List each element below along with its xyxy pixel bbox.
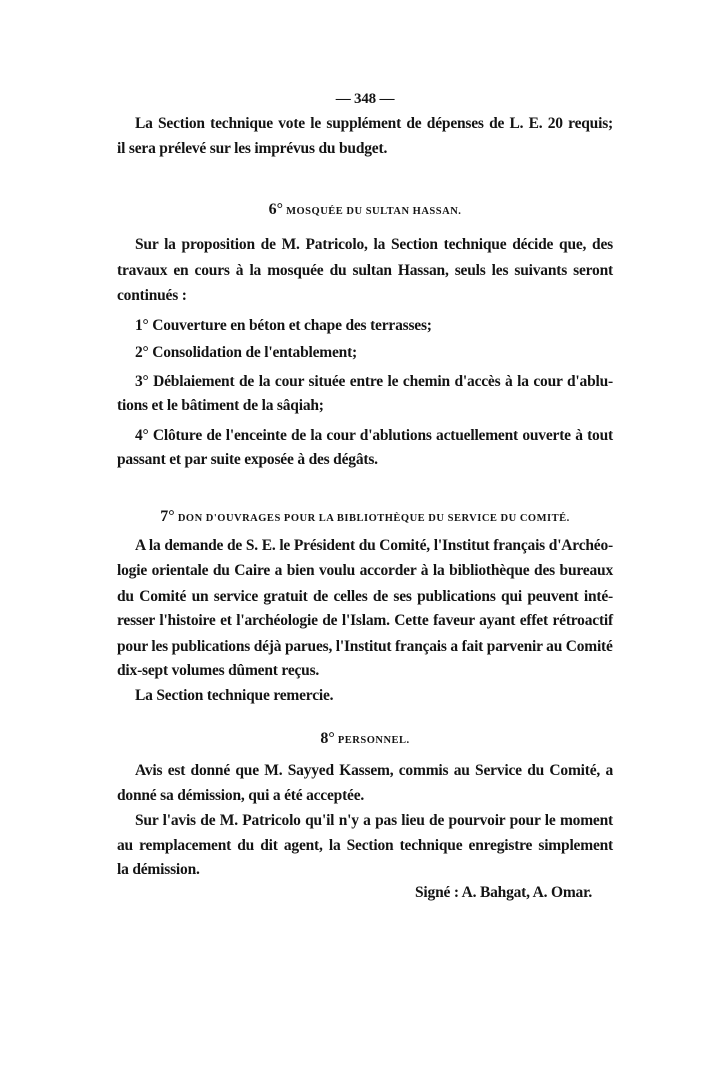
- section-number: 6°: [268, 201, 283, 218]
- paragraph-line: du Comité un service gratuit de celles de ses publications qui peuvent inté-: [117, 588, 613, 605]
- paragraph-line: pour les publications déjà parues, l'Institut français a fait parvenir au Comité: [117, 638, 613, 655]
- paragraph-line: La Section technique vote le supplément de dépenses de L. E. 20 requis;: [135, 115, 613, 132]
- paragraph-line: il sera prélevé sur les imprévus du budget.: [117, 140, 388, 157]
- section-number: 7°: [160, 508, 175, 525]
- list-item: 4° Clôture de l'enceinte de la cour d'ablutions actuellement ouverte à tout: [135, 427, 613, 444]
- section-heading: [117, 201, 613, 219]
- section-title: DON D'OUVRAGES POUR LA BIBLIOTHÈQUE DU SERVICE DU COMITÉ.: [177, 513, 570, 524]
- signature: Signé : A. Bahgat, A. Omar.: [415, 884, 593, 901]
- section-title: MOSQUÉE DU SULTAN HASSAN.: [286, 206, 462, 217]
- paragraph-line: Sur la proposition de M. Patricolo, la Section technique décide que, des: [135, 236, 613, 253]
- paragraph-line: au remplacement du dit agent, la Section technique enregistre simplement: [117, 837, 613, 854]
- paragraph-line: resser l'histoire et l'archéologie de l'Islam. Cette faveur ayant effet rétroactif: [117, 612, 613, 629]
- list-item: 1° Couverture en béton et chape des terrasses;: [135, 317, 432, 334]
- list-item: 2° Consolidation de l'entablement;: [135, 344, 358, 361]
- section-title: PERSONNEL.: [337, 735, 410, 746]
- list-item: 3° Déblaiement de la cour située entre le chemin d'accès à la cour d'ablu-: [135, 373, 613, 390]
- list-item: passant et par suite exposée à des dégâts.: [117, 451, 378, 468]
- paragraph-line: donné sa démission, qui a été acceptée.: [117, 787, 365, 804]
- section-heading: [117, 730, 613, 748]
- paragraph-line: Sur l'avis de M. Patricolo qu'il n'y a pas lieu de pourvoir pour le moment: [135, 812, 613, 829]
- paragraph-line: travaux en cours à la mosquée du sultan Hassan, seuls les suivants seront: [117, 262, 613, 279]
- paragraph-line: La Section technique remercie.: [135, 687, 334, 704]
- section-number: 8°: [320, 730, 335, 747]
- page-number: — 348 —: [335, 91, 395, 107]
- list-item: tions et le bâtiment de la sâqiah;: [117, 397, 324, 414]
- section-heading: [117, 508, 613, 526]
- paragraph-line: logie orientale du Caire a bien voulu accorder à la bibliothèque des bureaux: [117, 562, 613, 579]
- paragraph-line: la démission.: [117, 861, 200, 878]
- paragraph-line: dix-sept volumes dûment reçus.: [117, 662, 320, 679]
- paragraph-line: Avis est donné que M. Sayyed Kassem, commis au Service du Comité, a: [135, 762, 613, 779]
- paragraph-line: A la demande de S. E. le Président du Comité, l'Institut français d'Archéo-: [135, 537, 613, 554]
- paragraph-line: continués :: [117, 287, 187, 304]
